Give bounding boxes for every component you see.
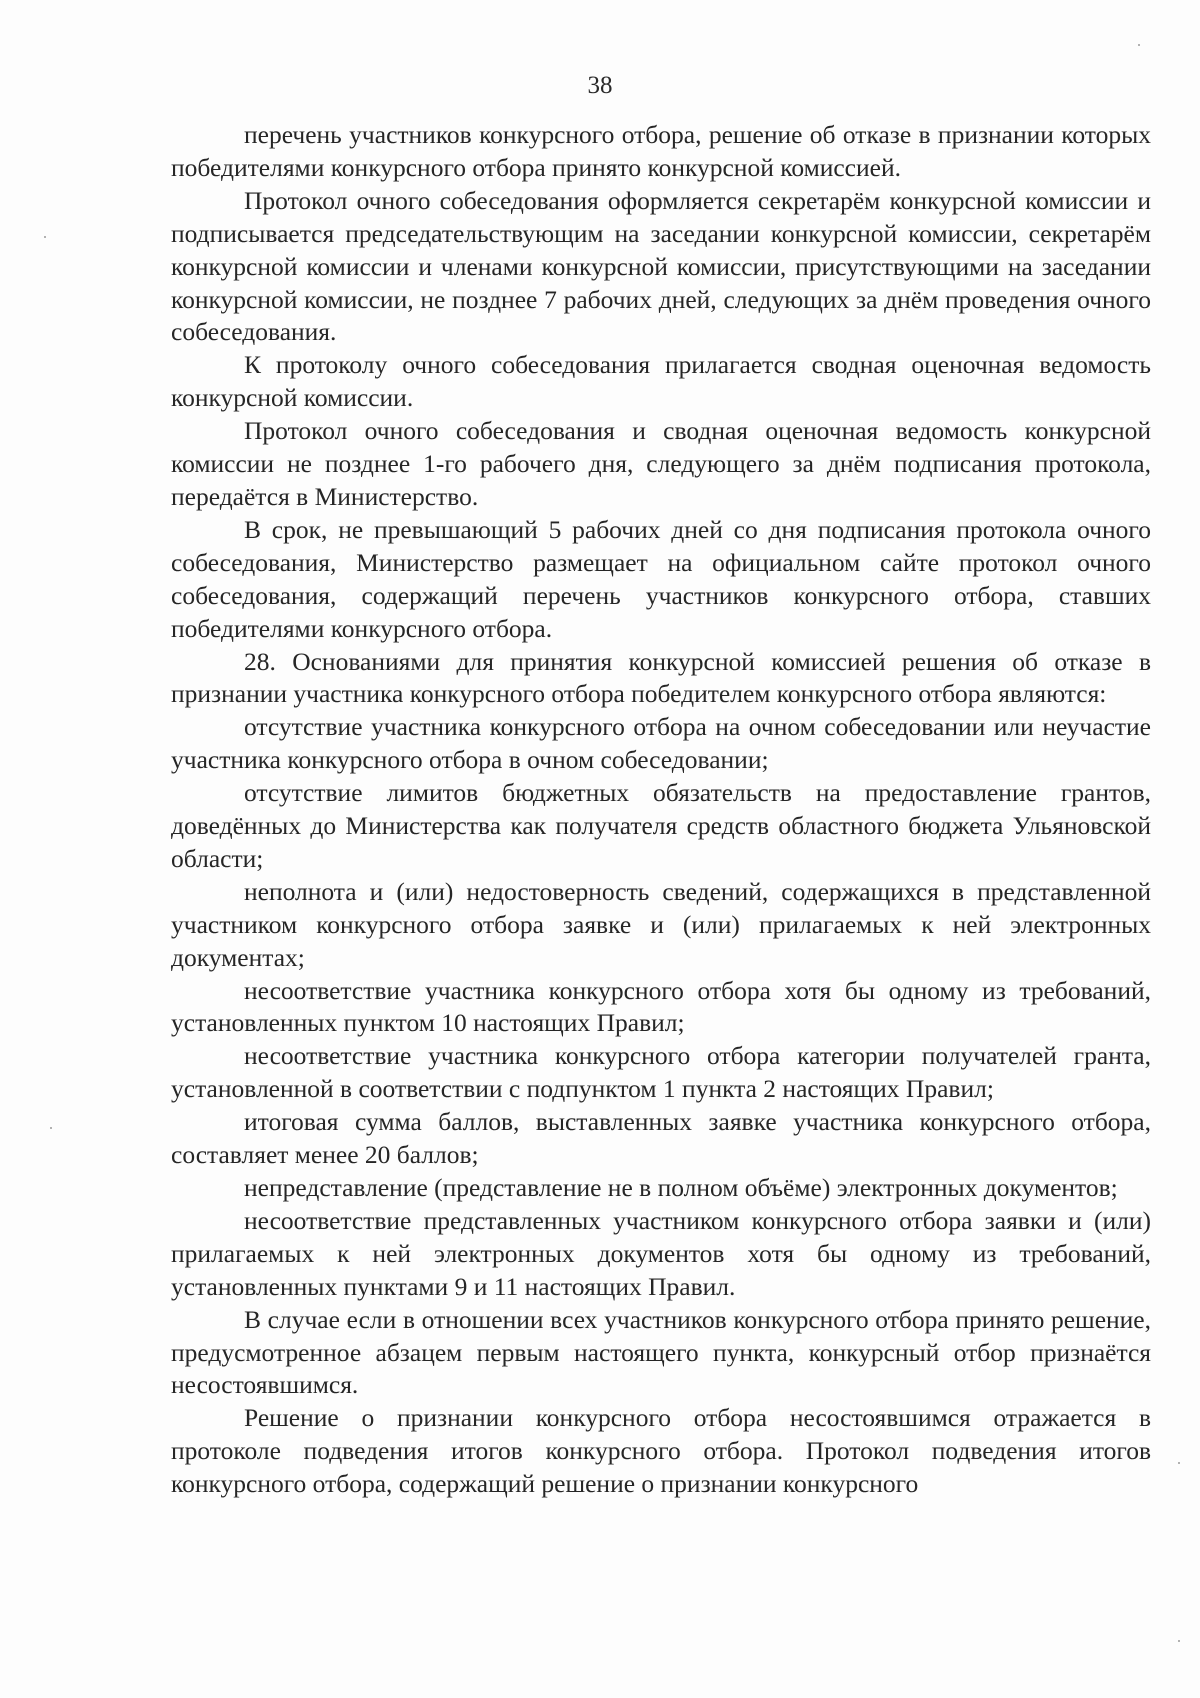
scan-speck xyxy=(50,1127,52,1129)
scan-speck xyxy=(1178,1462,1180,1464)
document-body xyxy=(171,119,1151,1501)
scan-speck xyxy=(1178,1640,1180,1642)
paragraph-4: Протокол очного собеседования и сводная оценочная ведомость конкурсной комиссии не позднее 1-го рабочего дня, следующего за днём подписания протокола, передаётся в Министерство. xyxy=(171,416,1151,511)
paragraph-13: непредставление (представление не в полном объёме) электронных документов; xyxy=(244,1173,1118,1202)
paragraph-6: 28. Основаниями для принятия конкурсной комиссией решения об отказе в признании участника конкурсного отбора победителем конкурсного отбора являются: xyxy=(171,646,1151,709)
paragraph-15: В случае если в отношении всех участников конкурсного отбора принято решение, предусмотренное абзацем первым настоящего пункта, конкурсный отбор признаётся несостоявшимся. xyxy=(171,1304,1151,1400)
paragraph-1: перечень участников конкурсного отбора, решение об отказе в признании которых победителями конкурсного отбора принято конкурсной комиссией. xyxy=(171,120,1151,182)
paragraph-5: В срок, не превышающий 5 рабочих дней со дня подписания протокола очного собеседования, Министерство размещает на официальном сайте протокол очного собеседования, содержащий перечень участников конкурсного отбора, ставших победителями конкурсного отбора. xyxy=(171,514,1151,643)
scan-speck xyxy=(44,236,46,238)
paragraph-14: несоответствие представленных участником конкурсного отбора заявки и (или) прилагаемых к ней электронных документов хотя бы одному из требований, установленных пунктами 9 и 11 настоящих Правил. xyxy=(171,1205,1151,1301)
paragraph-7: отсутствие участника конкурсного отбора на очном собеседовании или неучастие участника конкурсного отбора в очном собеседовании; xyxy=(171,712,1151,775)
paragraph-3: К протоколу очного собеседования прилагается сводная оценочная ведомость конкурсной комиссии. xyxy=(171,350,1151,413)
page-number: 38 xyxy=(587,72,613,99)
scan-speck xyxy=(1138,44,1140,46)
paragraph-8: отсутствие лимитов бюджетных обязательств на предоставление грантов, доведённых до Министерства как получателя средств областного бюджета Ульяновской области; xyxy=(171,778,1151,873)
paragraph-12: итоговая сумма баллов, выставленных заявке участника конкурсного отбора, составляет менее 20 баллов; xyxy=(171,1107,1151,1170)
paragraph-10: несоответствие участника конкурсного отбора хотя бы одному из требований, установленных пунктом 10 настоящих Правил; xyxy=(171,975,1151,1038)
paragraph-11: несоответствие участника конкурсного отбора категории получателей гранта, установленной в соответствии с подпунктом 1 пункта 2 настоящих Правил; xyxy=(171,1041,1151,1104)
paragraph-9: неполнота и (или) недостоверность сведений, содержащихся в представленной участником конкурсного отбора заявке и (или) прилагаемых к ней электронных документах; xyxy=(171,876,1151,972)
paragraph-2: Протокол очного собеседования оформляется секретарём конкурсной комиссии и подписывается председательствующим на заседании конкурсной комиссии, секретарём конкурсной комиссии и членами конкурсной комиссии, присутствующими на заседании конкурсной комиссии, не позднее 7 рабочих дней, следующих за днём проведения очного собеседования. xyxy=(171,185,1151,347)
paragraph-16: Решение о признании конкурсного отбора несостоявшимся отражается в протоколе подведения итогов конкурсного отбора. Протокол подведения итогов конкурсного отбора, содержащий решение о признании конкурсного xyxy=(171,1403,1151,1499)
